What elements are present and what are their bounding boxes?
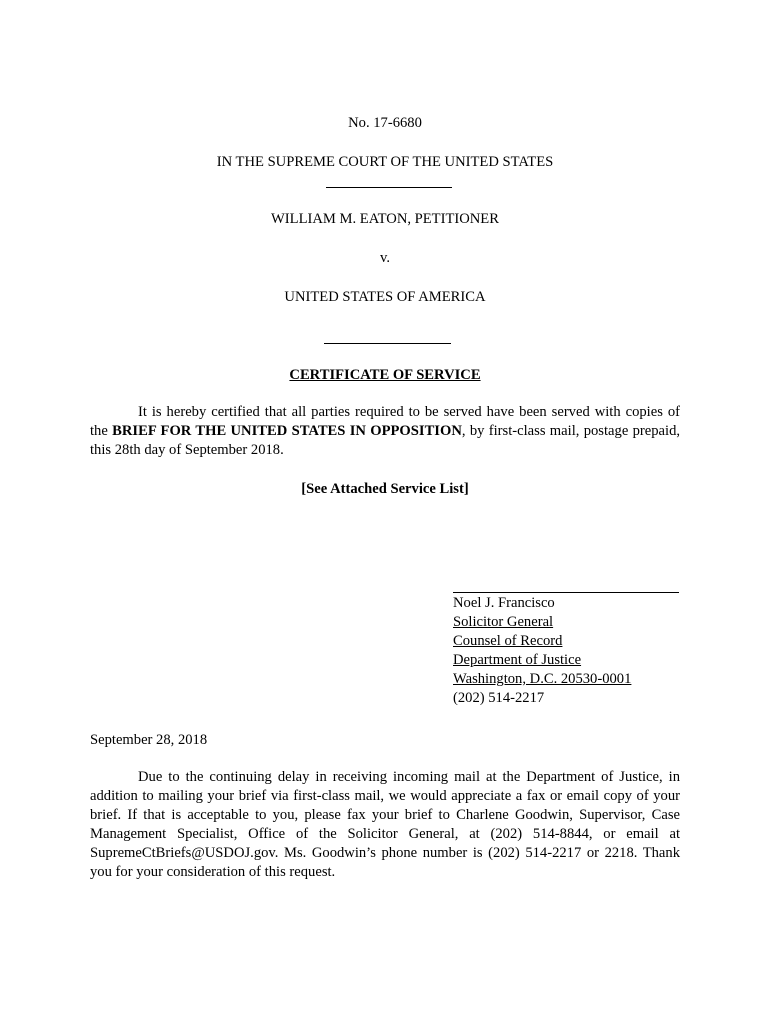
- brief-title: BRIEF FOR THE UNITED STATES IN OPPOSITION: [112, 423, 462, 439]
- service-list-note: [See Attached Service List]: [301, 481, 469, 497]
- signer-title: Solicitor General: [453, 614, 554, 630]
- certificate-body-suffix: , by first-class mail, postage prepaid, this 28th day of September 2018.: [90, 423, 681, 458]
- respondent-name: UNITED STATES OF AMERICA: [284, 289, 486, 305]
- signer-department: Department of Justice: [453, 652, 582, 668]
- signer-phone: (202) 514-2217: [453, 690, 545, 706]
- caption-divider-bottom: [324, 343, 451, 344]
- versus-label: v.: [380, 250, 390, 266]
- certificate-body: [90, 403, 680, 460]
- court-name: IN THE SUPREME COURT OF THE UNITED STATES: [216, 154, 554, 170]
- signer-address: Washington, D.C. 20530-0001: [453, 671, 632, 687]
- signer-name: Noel J. Francisco: [453, 595, 555, 611]
- docket-number: No. 17-6680: [348, 115, 422, 131]
- signer-role: Counsel of Record: [453, 633, 563, 649]
- certificate-body-prefix: It is hereby certified that all parties required to be served have been served with copies of the: [90, 404, 680, 439]
- signature-block: [453, 594, 683, 708]
- signature-line: [453, 592, 679, 593]
- certificate-heading: CERTIFICATE OF SERVICE: [289, 367, 481, 383]
- caption-divider-top: [326, 187, 452, 188]
- mail-notice-text: Due to the continuing delay in receiving incoming mail at the Department of Justice, in addition to mailing your brief via first-class mail, we would appreciate a fax or email copy of your brief. If that is acceptable to you, please fax your brief to Charlene Goodwin, Supervisor, Case Management Specialist, Office of the Solicitor General, at (202) 514-8844, or email at SupremeCtBriefs@USDOJ.gov. Ms. Goodwin’s phone number is (202) 514-2217 or 2218. Thank you for your consideration of this request.: [90, 769, 680, 880]
- document-date: September 28, 2018: [90, 732, 208, 748]
- mail-notice: [90, 768, 680, 882]
- petitioner-name: WILLIAM M. EATON, PETITIONER: [271, 211, 499, 227]
